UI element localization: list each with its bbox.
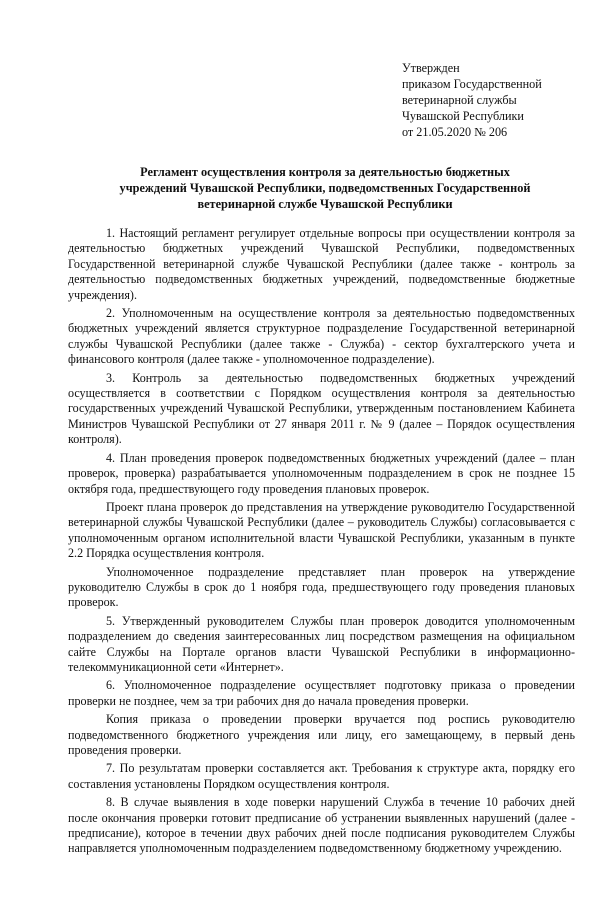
approval-line-1: Утвержден [402, 61, 460, 75]
approval-line-4: Чувашской Республики [402, 109, 524, 123]
paragraph-1: 1. Настоящий регламент регулирует отдельные вопросы при осуществлении контроля за деятельностью бюджетных учреждений Чувашской Республики, подведомственных Государственной ветеринарной службе Чувашской Республики (далее также - контроль за деятельностью подведомственных бюджетных учреждений, подведомственные бюджетные учреждения). [68, 226, 575, 302]
paragraph-3: 3. Контроль за деятельностью подведомственных бюджетных учреждений осуществляется в соответствии с Порядком осуществления контроля за деятельностью государственных учреждений Чувашской Республики, утвержденным постановлением Кабинета Министров Чувашской Республики от 27 января 2011 г. № 9 (далее – Порядок осуществления контроля). [68, 370, 575, 447]
approval-line-2: приказом Государственной [402, 77, 542, 91]
paragraph-4-project: Проект плана проверок до представления на утверждение руководителю Государственной ветеринарной службы Чувашской Республики (далее – руководитель Службы) согласовывается с уполномоченным органом исполнительной власти Чувашской Республики, указанным в пункте 2.2 Порядка осуществления контроля. [68, 499, 575, 561]
approval-stamp [402, 60, 592, 140]
paragraph-7: 7. По результатам проверки составляется акт. Требования к структуре акта, порядку его составления установлены Порядком осуществления контроля. [68, 761, 575, 791]
approval-line-5: от 21.05.2020 № 206 [402, 125, 508, 139]
paragraph-6-copy: Копия приказа о проведении проверки вручается под роспись руководителю подведомственного бюджетного учреждения или лицу, его замещающему, в первый день проведения проверки. [68, 712, 575, 757]
paragraph-5: 5. Утвержденный руководителем Службы план проверок доводится уполномоченным подразделением до сведения заинтересованных лиц посредством размещения на официальном сайте Службы на Портале органов власти Чувашской Республики в информационно-телекоммуникационной сети «Интернет». [68, 613, 575, 674]
paragraph-4: 4. План проведения проверок подведомственных бюджетных учреждений (далее – план проверок, проверка) разрабатывается уполномоченным подразделением в срок не позднее 15 октября года, предшествующего году проведения плановых проверок. [68, 450, 575, 496]
paragraph-8: 8. В случае выявления в ходе поверки нарушений Служба в течение 10 рабочих дней после окончания проверки готовит предписание об устранении выявленных нарушений (далее - предписание), которое в течении двух рабочих дней после подписания руководителем Службы направляется уполномоченным подразделением подведомственному бюджетному учреждению. [68, 795, 575, 856]
paragraph-6: 6. Уполномоченное подразделение осуществляет подготовку приказа о проведении проверки не позднее, чем за три рабочих дня до начала проведения проверки. [68, 678, 575, 708]
document-body [68, 226, 575, 857]
title-line-2: учреждений Чувашской Республики, подведомственных Государственной [119, 181, 531, 195]
paragraph-4-approval: Уполномоченное подразделение представляет план проверок на утверждение руководителю Службы в срок до 1 ноября года, предшествующего году проведения плановых проверок. [68, 564, 575, 610]
title-line-3: ветеринарной службе Чувашской Республики [197, 197, 453, 211]
approval-line-3: ветеринарной службы [402, 93, 517, 107]
title-line-1: Регламент осуществления контроля за деятельностью бюджетных [140, 165, 510, 179]
document-title [60, 164, 590, 212]
paragraph-2: 2. Уполномоченным на осуществление контроля за деятельностью подведомственных бюджетных учреждений является структурное подразделение Государственной ветеринарной службы Чувашской Республики (далее также - Служба) - сектор бухгалтерского учета и финансового контроля (далее также - уполномоченное подразделение). [68, 306, 575, 367]
